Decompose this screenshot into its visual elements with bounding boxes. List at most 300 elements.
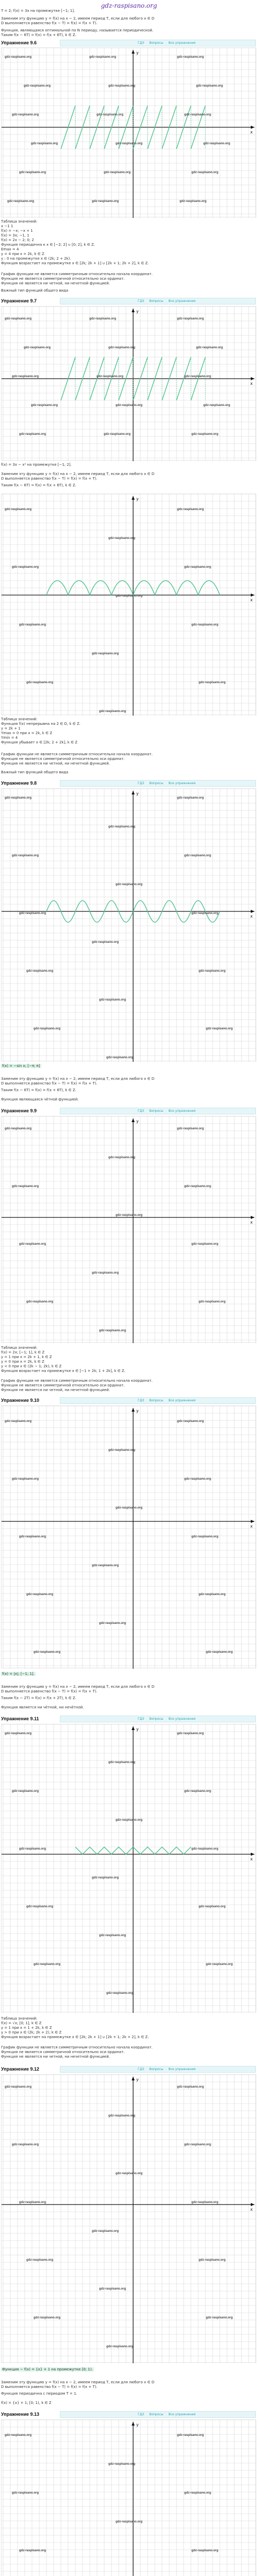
solution-text: Функция периодична к x ∈ [−2; 2] ∪ [0; 2], k ∈ Z.	[1, 243, 95, 247]
watermark-text: gdz-raspisano.org	[116, 404, 143, 407]
watermark-text: gdz-raspisano.org	[12, 1185, 39, 1188]
solution-text: f(x) = √x; [0; 1], k ∈ Z	[1, 2021, 42, 2025]
solution-text: D выполняется равенство f(x − T) = f(x) = f(x + T).	[1, 21, 98, 25]
watermark-text: gdz-raspisano.org	[92, 652, 119, 655]
solution-text-line	[1, 770, 254, 775]
function-graph	[1, 494, 256, 715]
x-axis-label: x	[250, 598, 253, 602]
watermark-text: gdz-raspisano.org	[177, 317, 204, 320]
watermark-text: gdz-raspisano.org	[177, 1420, 204, 1423]
solution-text-line	[1, 238, 254, 243]
y-axis-label: y	[136, 1119, 139, 1124]
watermark-text: gdz-raspisano.org	[5, 2086, 32, 2089]
watermark-text: gdz-raspisano.org	[191, 623, 219, 626]
solution-text-line	[1, 1088, 254, 1093]
solution-text: Функция не является ни четной, ни нечетной функцией.	[1, 1388, 110, 1392]
solution-text: Функция не является симметричной относительно оси ординат.	[1, 757, 125, 761]
solution-text: x −1 1	[1, 224, 13, 228]
watermark-text: gdz-raspisano.org	[99, 998, 126, 1002]
solution-text-line	[1, 472, 254, 477]
exercise-nav-links	[138, 1398, 201, 1403]
watermark-text: gdz-raspisano.org	[12, 375, 39, 378]
watermark-text: gdz-raspisano.org	[5, 56, 32, 59]
solution-text: y = 2k + 1	[1, 726, 21, 731]
exercise-title: Упражнение 9.6	[1, 40, 37, 45]
solution-text-line	[1, 2392, 254, 2396]
gdz-link[interactable]: ГДЗ	[138, 1399, 144, 1402]
questions-link[interactable]: Вопросы	[149, 2067, 164, 2071]
solution-text: Функция не является ни четной, ни нечетной функцией.	[1, 2055, 110, 2059]
solution-text-line	[1, 2045, 254, 2050]
exercise-title: Упражнение 9.12	[1, 2066, 40, 2072]
solution-text: Таким f(x − 2T) = f(x) = f(x + 2T), k ∈ Z.	[1, 1696, 76, 1700]
y-axis-label: y	[136, 50, 139, 55]
watermark-text: gdz-raspisano.org	[184, 1790, 212, 1793]
watermark-text: gdz-raspisano.org	[199, 2259, 226, 2262]
solution-text-line	[1, 233, 254, 238]
all-exercises-link[interactable]: Все упражнения	[168, 41, 196, 45]
solution-text: Функция не является симметричной относительно оси ординат.	[1, 1383, 125, 1387]
solution-text: Функция возрастает на промежутке x ∈ [−1 + 2k; 1 + 2k], k ∈ Z.	[1, 1369, 125, 1373]
solution-text: y = 1 при x = 1 + 2k, k ∈ Z	[1, 2026, 52, 2030]
graph-svg	[2, 1116, 256, 1343]
watermark-text: gdz-raspisano.org	[184, 2143, 212, 2146]
solution-text-line	[1, 16, 254, 21]
watermark-text: gdz-raspisano.org	[26, 2259, 54, 2262]
watermark-text: gdz-raspisano.org	[106, 2345, 134, 2348]
exercise-title: Упражнение 9.9	[1, 1108, 37, 1113]
gdz-link[interactable]: ГДЗ	[138, 299, 144, 303]
watermark-text: gdz-raspisano.org	[106, 1992, 134, 1995]
solution-text-line	[1, 1369, 254, 1374]
solution-text: Таблица значений:	[1, 717, 38, 721]
solution-text-line	[1, 1081, 254, 1086]
exercise-heading	[0, 1108, 258, 1114]
watermark-text: gdz-raspisano.org	[191, 912, 219, 915]
solution-text-line	[1, 9, 254, 13]
solution-text-line	[1, 252, 254, 257]
exercise-nav-bar	[60, 1397, 256, 1404]
solution-text: Заменим эту функцию y = f(x) на x − 2, имеем период T, если для любого x ∈ D	[1, 1077, 155, 1081]
watermark-text: gdz-raspisano.org	[92, 1564, 119, 1567]
solution-text: Функция не является симметричной относительно оси ординат.	[1, 2050, 125, 2054]
gdz-link[interactable]: ГДЗ	[138, 782, 144, 785]
watermark-text: gdz-raspisano.org	[184, 375, 212, 378]
watermark-text: gdz-raspisano.org	[184, 1185, 212, 1188]
solution-text: y : 0 на промежутке x ∈ (2k; 2 + 2k).	[1, 257, 71, 261]
solution-text-line	[1, 219, 254, 224]
watermark-text: gdz-raspisano.org	[184, 2492, 212, 2495]
watermark-text: gdz-raspisano.org	[19, 433, 46, 436]
solution-text: f(x) = −x; −x + 1	[1, 229, 33, 233]
exercise-title: Упражнение 9.10	[1, 1398, 40, 1403]
site-logo[interactable]: gdz-raspisano.org	[101, 2, 157, 9]
questions-link[interactable]: Вопросы	[149, 1717, 164, 1721]
watermark-text: gdz-raspisano.org	[199, 1905, 226, 1908]
function-graph	[1, 1724, 256, 2012]
solution-text: y > 0 при x ∈ (2k; 2k + 2), k ∈ Z	[1, 2030, 62, 2035]
watermark-text: gdz-raspisano.org	[12, 566, 39, 569]
watermark-text: gdz-raspisano.org	[19, 912, 46, 915]
y-axis-label: y	[136, 2077, 139, 2082]
x-axis-label: x	[250, 914, 253, 919]
exercise-nav-bar	[60, 780, 256, 787]
solution-text-line	[1, 722, 254, 726]
watermark-text: gdz-raspisano.org	[116, 2520, 143, 2523]
solution-text: Функция − f(x) = {x} + 1 на промежутке [0; 1).	[2, 2367, 93, 2371]
watermark-text: gdz-raspisano.org	[184, 113, 212, 116]
solution-text-line	[1, 726, 254, 731]
watermark-text: gdz-raspisano.org	[5, 1127, 32, 1130]
exercise-heading	[0, 1397, 258, 1404]
exercise-nav-bar	[60, 298, 256, 304]
solution-text: Функция f(x) непрерывна на 2 ∈ D, k ∈ Z.	[1, 722, 80, 726]
watermark-text: gdz-raspisano.org	[108, 2463, 136, 2466]
solution-text-line	[1, 1689, 254, 1694]
watermark-text: gdz-raspisano.org	[177, 508, 204, 511]
solution-text-line	[1, 229, 254, 233]
exercise-nav-bar	[60, 40, 256, 46]
solution-text: Функция возрастает на промежутке x ∈ [2k; 2k + 1] ∪ [2k + 1; 2k + 2], k ∈ Z.	[1, 2035, 149, 2039]
solution-text: Заменим эту функцию y = f(x) на x − 2, имеем период T, если для любого x ∈ D	[1, 2380, 155, 2384]
watermark-text: gdz-raspisano.org	[177, 2434, 204, 2437]
y-axis-label: y	[136, 1727, 139, 1732]
solution-text: Функция не является ни четной, ни нечетной функцией.	[1, 761, 110, 766]
function-graph	[1, 2074, 256, 2363]
function-graph	[1, 1116, 256, 1343]
solution-text: График функции не является симметричным относительно начала координат.	[1, 1379, 153, 1383]
solution-text-line	[1, 1685, 254, 1689]
watermark-text: gdz-raspisano.org	[116, 2172, 143, 2175]
watermark-text: gdz-raspisano.org	[12, 1478, 39, 1481]
watermark-text: gdz-raspisano.org	[19, 171, 46, 174]
gdz-link[interactable]: ГДЗ	[138, 1109, 144, 1113]
watermark-text: gdz-raspisano.org	[106, 1056, 134, 1059]
watermark-text: gdz-raspisano.org	[104, 171, 131, 174]
solution-text: D выполняется равенство f(x − T) = f(x) = f(x + T).	[1, 477, 98, 481]
watermark-text: gdz-raspisano.org	[26, 681, 54, 684]
all-exercises-link[interactable]: Все упражнения	[168, 1399, 196, 1402]
solution-text: f(x) = −sin x; [−π; π]	[2, 1064, 40, 1068]
all-exercises-link[interactable]: Все упражнения	[168, 782, 196, 785]
solution-text: D выполняется равенство f(x − T) = f(x) = f(x + T).	[1, 1081, 98, 1086]
solution-text: f(x) = 3x − x² на промежутке [−1; 2].	[1, 463, 72, 467]
watermark-text: gdz-raspisano.org	[199, 970, 226, 973]
solution-text-line	[1, 257, 254, 261]
watermark-text: gdz-raspisano.org	[191, 433, 219, 436]
gdz-link[interactable]: ГДЗ	[138, 2067, 144, 2071]
solution-text-line	[1, 1383, 254, 1388]
gdz-link[interactable]: ГДЗ	[138, 41, 144, 45]
solution-text-line	[1, 761, 254, 766]
watermark-text: gdz-raspisano.org	[24, 346, 51, 349]
watermark-text: gdz-raspisano.org	[34, 1027, 61, 1030]
x-axis-label: x	[250, 1220, 253, 1225]
solution-text-line	[1, 477, 254, 481]
watermark-text: gdz-raspisano.org	[19, 623, 46, 626]
solution-text-line	[1, 1346, 254, 1350]
watermark-text: gdz-raspisano.org	[206, 1963, 233, 1966]
watermark-text: gdz-raspisano.org	[108, 825, 136, 828]
solution-text: f(x) = |x|; [−1; 1].	[2, 1672, 35, 1676]
y-axis-label: y	[136, 309, 139, 314]
solution-text: Функция, являющаяся оптимальной по N периоду, называется периодической.	[1, 28, 153, 32]
exercise-heading	[0, 2066, 258, 2073]
solution-text-line	[1, 1696, 254, 1701]
watermark-text: gdz-raspisano.org	[5, 508, 32, 511]
solution-text-line	[1, 2016, 254, 2021]
solution-text-line	[1, 2035, 254, 2040]
all-exercises-link[interactable]: Все упражнения	[168, 2413, 196, 2416]
solution-text-line	[1, 731, 254, 736]
watermark-text: gdz-raspisano.org	[108, 1761, 136, 1764]
watermark-text: gdz-raspisano.org	[199, 1593, 226, 1596]
function-graph	[1, 306, 256, 461]
solution-text: Функция являющаяся чётной функцией.	[1, 1097, 79, 1101]
exercise-nav-bar	[60, 2066, 256, 2073]
solution-text: y < 0 при x ∈ (2k − 1; 2k), k ∈ Z	[1, 1364, 62, 1368]
solution-text: Заменим эту функцию y = f(x) на x − 2, имеем период T, если для любого x ∈ D	[1, 16, 155, 21]
y-axis-label: y	[136, 791, 139, 796]
exercise-nav-links	[138, 2067, 201, 2072]
exercise-nav-links	[138, 2412, 201, 2417]
solution-text-line	[1, 289, 254, 293]
function-graph	[1, 788, 256, 1061]
exercise-nav-links	[138, 299, 201, 304]
solution-text-line	[1, 2055, 254, 2059]
x-axis-label: x	[250, 1524, 253, 1529]
graph-svg	[2, 48, 256, 218]
watermark-text: gdz-raspisano.org	[206, 1027, 233, 1030]
watermark-text: gdz-raspisano.org	[92, 200, 119, 203]
watermark-text: gdz-raspisano.org	[184, 854, 212, 857]
watermark-text: gdz-raspisano.org	[12, 113, 39, 116]
watermark-text: gdz-raspisano.org	[12, 2143, 39, 2146]
exercise-title: Упражнение 9.8	[1, 781, 37, 786]
solution-text-line	[1, 1360, 254, 1364]
questions-link[interactable]: Вопросы	[149, 1399, 164, 1402]
watermark-text: gdz-raspisano.org	[7, 200, 35, 203]
gdz-link[interactable]: ГДЗ	[138, 2413, 144, 2416]
watermark-text: gdz-raspisano.org	[12, 2492, 39, 2495]
function-graph	[1, 47, 256, 217]
solution-text-line	[1, 2026, 254, 2030]
watermark-text: gdz-raspisano.org	[203, 142, 231, 145]
exercise-nav-links	[138, 1109, 201, 1114]
x-axis-label: x	[250, 1857, 253, 1861]
y-axis-label: y	[136, 1409, 139, 1413]
exercise-nav-links	[138, 781, 201, 786]
solution-text: Функция является ни чётной, ни нечётной.	[1, 1705, 84, 1709]
solution-text: График функции не является симметричным относительно начала координат.	[1, 272, 153, 276]
graph-svg	[2, 1724, 256, 2013]
watermark-text: gdz-raspisano.org	[92, 1272, 119, 1275]
solution-text: T = 2; f(x) = 3x на промежутке [−1; 1].	[1, 9, 75, 13]
watermark-text: gdz-raspisano.org	[191, 1848, 219, 1851]
solution-text: Важный тип функций общего вида	[1, 770, 69, 774]
all-exercises-link[interactable]: Все упражнения	[168, 1717, 196, 1721]
solution-text-line	[1, 2401, 254, 2405]
solution-text-line	[1, 247, 254, 252]
graph-svg	[2, 2075, 256, 2363]
watermark-text: gdz-raspisano.org	[177, 1127, 204, 1130]
watermark-text: gdz-raspisano.org	[116, 595, 143, 598]
watermark-text: gdz-raspisano.org	[19, 2201, 46, 2204]
solution-text-line	[1, 243, 254, 247]
watermark-text: gdz-raspisano.org	[191, 2549, 219, 2552]
watermark-text: gdz-raspisano.org	[31, 142, 58, 145]
graph-svg	[2, 307, 256, 461]
watermark-text: gdz-raspisano.org	[177, 1732, 204, 1735]
watermark-text: gdz-raspisano.org	[199, 681, 226, 684]
all-exercises-link[interactable]: Все упражнения	[168, 299, 196, 303]
exercise-title: Упражнение 9.11	[1, 1716, 39, 1721]
questions-link[interactable]: Вопросы	[149, 299, 164, 303]
watermark-text: gdz-raspisano.org	[26, 1593, 54, 1596]
watermark-text: gdz-raspisano.org	[99, 710, 126, 713]
solution-text: Таким f(x − 6T) = f(x) = f(x + 6T), k ∈ Z.	[1, 483, 76, 487]
watermark-text: gdz-raspisano.org	[177, 56, 204, 59]
watermark-text: gdz-raspisano.org	[92, 1876, 119, 1879]
solution-text-line	[1, 1364, 254, 1369]
solution-text: Функция убывает x ∈ [2k; 2 + 2k], k ∈ Z	[1, 740, 78, 744]
watermark-text: gdz-raspisano.org	[116, 142, 143, 145]
exercise-heading	[0, 1716, 258, 1722]
exercise-nav-links	[138, 41, 201, 46]
solution-text: Ymin = 4	[1, 736, 18, 740]
watermark-text: gdz-raspisano.org	[206, 1651, 233, 1654]
watermark-text: gdz-raspisano.org	[108, 1449, 136, 1452]
solution-text-line	[1, 2385, 254, 2389]
exercise-title: Упражнение 9.7	[1, 298, 37, 303]
watermark-text: gdz-raspisano.org	[34, 1651, 61, 1654]
watermark-text: gdz-raspisano.org	[196, 346, 223, 349]
watermark-text: gdz-raspisano.org	[5, 796, 32, 800]
exercise-heading	[0, 780, 258, 787]
watermark-text: gdz-raspisano.org	[108, 2114, 136, 2117]
watermark-text: gdz-raspisano.org	[99, 2287, 126, 2291]
solution-text-line	[1, 28, 254, 33]
exercise-heading	[0, 298, 258, 304]
solution-text: Таким f(x − 6T) = f(x) = f(x + 6T), k ∈ Z.	[1, 1088, 76, 1092]
solution-text: D выполняется равенство f(x − T) = f(x) = f(x + T).	[1, 1689, 98, 1693]
solution-text-line	[1, 2050, 254, 2055]
solution-text: Функция периодична с периодом T = 1.	[1, 2392, 77, 2396]
watermark-text: gdz-raspisano.org	[108, 84, 136, 88]
solution-text: Таблица значений:	[1, 1346, 38, 1350]
exercise-title: Упражнение 9.13	[1, 2412, 40, 2417]
watermark-text: gdz-raspisano.org	[89, 56, 117, 59]
solution-text-line	[1, 757, 254, 761]
function-graph	[1, 2419, 256, 2576]
watermark-text: gdz-raspisano.org	[177, 796, 204, 800]
solution-text-line	[1, 463, 254, 467]
exercise-nav-bar	[60, 2411, 256, 2418]
exercise-heading	[0, 40, 258, 46]
solution-text: Emax = 4	[1, 247, 19, 251]
watermark-text: gdz-raspisano.org	[5, 1732, 32, 1735]
solution-text: f(x) = 2x; [−1; 1], k ∈ Z	[1, 1350, 45, 1354]
solution-text-line	[1, 1672, 254, 1676]
solution-text-line	[1, 1388, 254, 1393]
gdz-link[interactable]: ГДЗ	[138, 1717, 144, 1721]
solution-text-line	[1, 1379, 254, 1383]
x-axis-label: x	[250, 130, 253, 134]
all-exercises-link[interactable]: Все упражнения	[168, 1109, 196, 1113]
watermark-text: gdz-raspisano.org	[191, 1535, 219, 1538]
solution-text: Заменим эту функцию y = f(x) на x − 2, имеем период T, если для любого x ∈ D	[1, 472, 155, 476]
watermark-text: gdz-raspisano.org	[108, 537, 136, 540]
solution-text: График функции не является симметричным относительно начала координат.	[1, 752, 153, 756]
questions-link[interactable]: Вопросы	[149, 782, 164, 785]
solution-text-line	[1, 2030, 254, 2035]
solution-text-line	[1, 261, 254, 266]
solution-text-line	[1, 1705, 254, 1710]
watermark-text: gdz-raspisano.org	[116, 1214, 143, 1217]
questions-link[interactable]: Вопросы	[149, 41, 164, 45]
watermark-text: gdz-raspisano.org	[196, 84, 223, 88]
watermark-text: gdz-raspisano.org	[19, 1243, 46, 1246]
watermark-text: gdz-raspisano.org	[5, 317, 32, 320]
questions-link[interactable]: Вопросы	[149, 1109, 164, 1113]
solution-text: Функция не является симметричной относительно оси ординат.	[1, 277, 125, 281]
solution-text: Ymax = 0 при x = 2k, k ∈ Z	[1, 731, 53, 735]
solution-text-line	[1, 736, 254, 740]
watermark-text: gdz-raspisano.org	[24, 84, 51, 88]
watermark-text: gdz-raspisano.org	[108, 1156, 136, 1159]
all-exercises-link[interactable]: Все упражнения	[168, 2067, 196, 2071]
site-header	[0, 0, 258, 8]
graph-svg	[2, 789, 256, 1062]
solution-text: Таким f(x − 6T) = f(x) = f(x + 6T), k ∈ Z.	[1, 33, 76, 37]
watermark-text: gdz-raspisano.org	[203, 404, 231, 407]
function-graph	[1, 1405, 256, 1668]
solution-text-line	[1, 281, 254, 286]
x-axis-label: x	[250, 2207, 253, 2212]
x-axis-label: x	[250, 381, 253, 386]
solution-text: f(x) = 2x − 2; 0; 2	[1, 238, 34, 242]
watermark-text: gdz-raspisano.org	[26, 970, 54, 973]
solution-text: Функция не является ни четной, ни нечетной функцией.	[1, 281, 110, 285]
watermark-text: gdz-raspisano.org	[34, 1963, 61, 1966]
solution-text-line	[1, 33, 254, 38]
watermark-text: gdz-raspisano.org	[191, 171, 219, 174]
watermark-text: gdz-raspisano.org	[19, 2549, 46, 2552]
solution-text-line	[1, 1097, 254, 1102]
watermark-text: gdz-raspisano.org	[184, 566, 212, 569]
watermark-text: gdz-raspisano.org	[19, 1535, 46, 1538]
questions-link[interactable]: Вопросы	[149, 2413, 164, 2416]
solution-text-line	[1, 1077, 254, 1081]
watermark-text: gdz-raspisano.org	[116, 1506, 143, 1510]
watermark-text: gdz-raspisano.org	[5, 2434, 32, 2437]
solution-text-line	[1, 2367, 254, 2372]
watermark-text: gdz-raspisano.org	[99, 1934, 126, 1937]
watermark-text: gdz-raspisano.org	[19, 1848, 46, 1851]
watermark-text: gdz-raspisano.org	[99, 1329, 126, 1332]
watermark-text: gdz-raspisano.org	[108, 346, 136, 349]
watermark-text: gdz-raspisano.org	[184, 1478, 212, 1481]
solution-text-line	[1, 277, 254, 281]
solution-text-line	[1, 483, 254, 488]
watermark-text: gdz-raspisano.org	[92, 941, 119, 944]
solution-text: Таблица значений:	[1, 2016, 38, 2021]
watermark-text: gdz-raspisano.org	[104, 433, 131, 436]
watermark-text: gdz-raspisano.org	[5, 1420, 32, 1423]
solution-text: Функция возрастает на промежутке x ∈ [2k; 2k + 1] ∪ [2k + 1; 2k + 2], k ∈ Z.	[1, 261, 149, 265]
y-axis-label: y	[136, 2422, 139, 2427]
solution-text-line	[1, 272, 254, 277]
